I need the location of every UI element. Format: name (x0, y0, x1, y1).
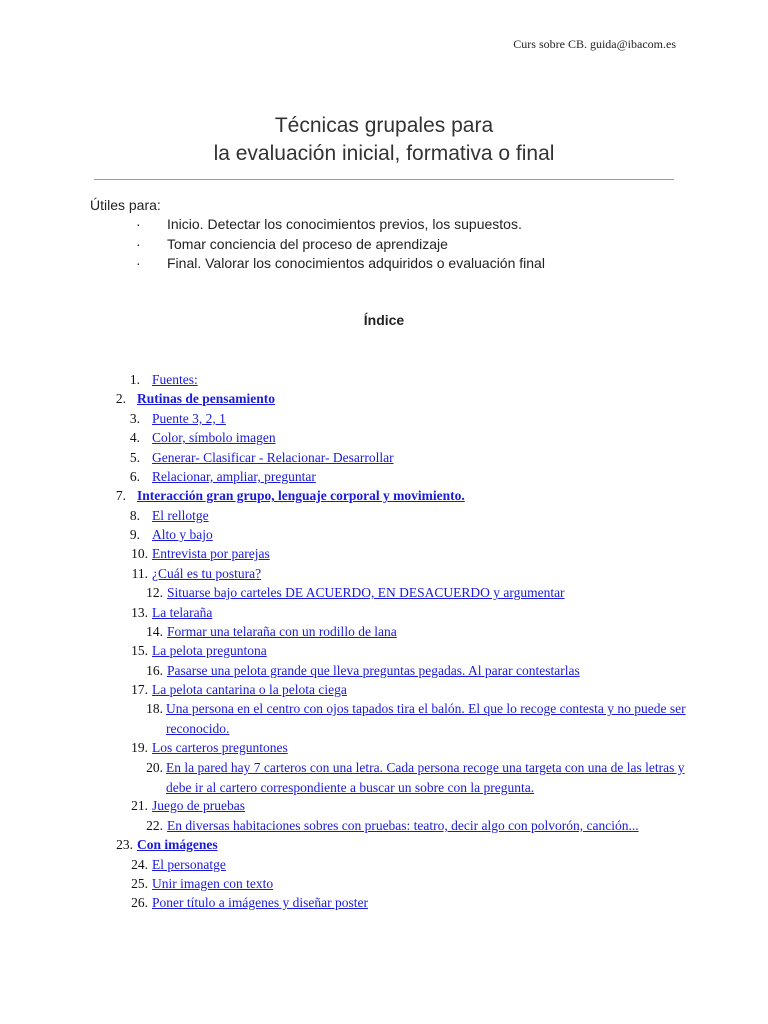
toc-link[interactable]: Fuentes: (152, 372, 198, 387)
toc-number: 3. (129, 411, 140, 426)
toc-link[interactable]: Unir imagen con texto (152, 876, 274, 891)
toc-link[interactable]: Generar- Clasificar - Relacionar- Desarrollar (152, 450, 394, 465)
toc-number: 11. (131, 566, 148, 581)
toc-number: 18. (146, 701, 163, 716)
header-note: Curs sobre CB. guida@ibacom.es (513, 37, 676, 51)
toc-link[interactable]: Una persona en el centro con ojos tapados tira el balón. El que lo recoge contesta y no puede ser reconocido. (166, 701, 686, 736)
bullet-text: Final. Valorar los conocimientos adquiridos o evaluación final (167, 255, 545, 271)
title-line-1: Técnicas grupales para (274, 114, 494, 137)
bullet-marker: · (136, 216, 141, 232)
bullet-marker: · (136, 235, 141, 252)
toc-link[interactable]: Entrevista por parejas (152, 546, 270, 561)
toc-number: 15. (131, 643, 148, 658)
toc-link[interactable]: La telaraña (152, 605, 213, 620)
bullet-text: Tomar conciencia del proceso de aprendizaje (167, 235, 448, 252)
index-heading: Índice (363, 312, 405, 328)
toc-number: 20. (146, 760, 163, 775)
toc-link[interactable]: Los carteros preguntones (152, 740, 288, 755)
toc-number: 24. (131, 857, 148, 872)
toc-link[interactable]: En la pared hay 7 carteros con una letra. Cada persona recoge una targeta con una de las letras y debe ir al cartero correspondiente a buscar un sobre con la pregunta. (166, 760, 685, 795)
bullet-text: Inicio. Detectar los conocimientos previos, los supuestos. (167, 216, 522, 232)
toc-number: 12. (146, 585, 163, 600)
intro-label: Útiles para: (90, 197, 161, 213)
toc-number: 7. (115, 488, 126, 503)
toc-number: 14. (146, 624, 163, 639)
toc-number: 4. (129, 430, 140, 445)
toc-number: 21. (131, 798, 148, 813)
toc-link[interactable]: Juego de pruebas (152, 798, 245, 813)
toc-link[interactable]: La pelota preguntona (152, 643, 267, 658)
title-line-2: la evaluación inicial, formativa o final (213, 142, 555, 165)
toc-number: 13. (131, 605, 148, 620)
toc-number: 17. (131, 682, 148, 697)
toc-link[interactable]: El rellotge (152, 508, 209, 523)
toc-number: 19. (131, 740, 148, 755)
toc-link[interactable]: Interacción gran grupo, lenguaje corporal y movimiento. (137, 488, 465, 503)
document-title (0, 112, 768, 168)
toc-number: 22. (146, 818, 163, 833)
toc-number: 6. (129, 469, 140, 484)
bullet-marker: · (136, 255, 141, 271)
toc-link[interactable]: Pasarse una pelota grande que lleva preguntas pegadas. Al parar contestarlas (167, 663, 580, 678)
toc-number: 5. (129, 450, 140, 465)
toc-link[interactable]: El personatge (152, 857, 226, 872)
title-divider (94, 179, 674, 180)
toc-link[interactable]: En diversas habitaciones sobres con pruebas: teatro, decir algo con polvorón, canción... (167, 818, 639, 833)
toc-number: 10. (131, 546, 148, 561)
toc-number: 23. (116, 837, 133, 852)
toc-link[interactable]: Situarse bajo carteles DE ACUERDO, EN DESACUERDO y argumentar (167, 585, 565, 600)
toc-link[interactable]: La pelota cantarina o la pelota ciega (152, 682, 347, 697)
toc-link[interactable]: ¿Cuál es tu postura? (152, 566, 262, 581)
toc-number: 2. (115, 391, 126, 406)
toc-link[interactable]: Poner título a imágenes y diseñar poster (152, 895, 368, 910)
toc-link[interactable]: Rutinas de pensamiento (137, 391, 276, 406)
toc-link[interactable]: Formar una telaraña con un rodillo de lana (167, 624, 397, 639)
toc-number: 16. (146, 663, 163, 678)
toc-link[interactable]: Alto y bajo (152, 527, 213, 542)
toc-number: 1. (129, 372, 140, 387)
toc-number: 25. (131, 876, 148, 891)
toc-link[interactable]: Con imágenes (137, 837, 218, 852)
toc-link[interactable]: Relacionar, ampliar, preguntar (152, 469, 316, 484)
toc-number: 8. (129, 508, 140, 523)
toc-number: 26. (131, 895, 148, 910)
toc-link[interactable]: Color, símbolo imagen (152, 430, 276, 445)
toc-number: 9. (129, 527, 140, 542)
toc-link[interactable]: Puente 3, 2, 1 (152, 411, 226, 426)
